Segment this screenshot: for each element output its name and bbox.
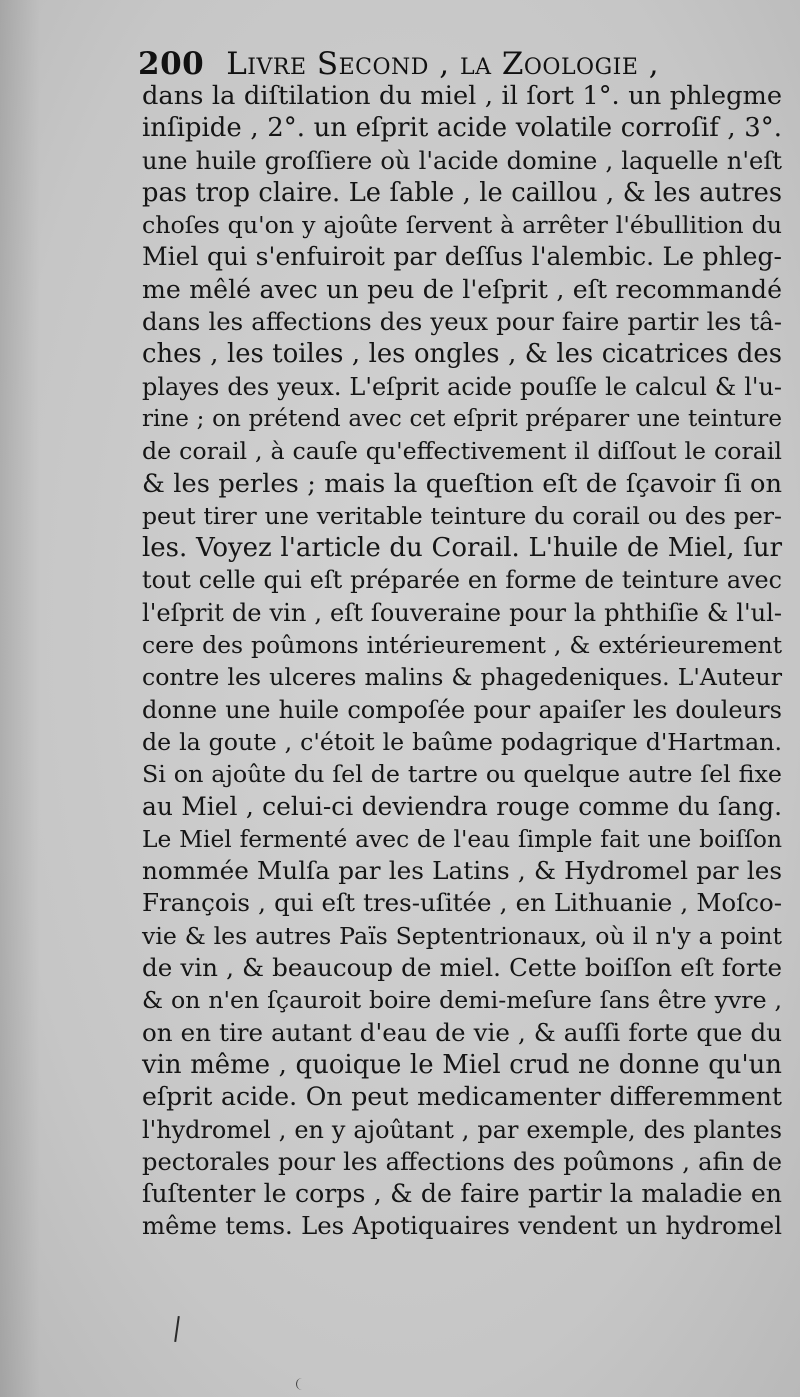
text-line: Si on ajoûte du ſel de tartre ou quelque autre ſel fixe	[142, 760, 782, 789]
text-line: les. Voyez l'article du Corail. L'huile de Miel, ſur	[142, 533, 782, 564]
text-line: peut tirer une veritable teinture du corail ou des per-	[142, 501, 782, 530]
ink-mark	[174, 1316, 180, 1342]
text-line: Miel qui s'enfuiroit par deſſus l'alembic. Le phleg-	[142, 242, 782, 272]
text-line: tout celle qui eſt préparée en forme de teinture avec	[142, 566, 782, 595]
text-line: dans les affections des yeux pour faire partir les tâ-	[142, 307, 782, 337]
text-line: vie & les autres Païs Septentrionaux, où il n'y a point	[142, 921, 782, 950]
text-line: ches , les toiles , les ongles , & les cicatrices des	[142, 339, 782, 370]
text-line: me mêlé avec un peu de l'eſprit , eſt recommandé	[142, 274, 782, 304]
text-line: & on n'en ſçauroit boire demi-meſure ſans être yvre ,	[142, 986, 782, 1015]
text-line: pas trop claire. Le ſable , le caillou , & les autres	[142, 177, 782, 208]
text-line: de corail , à cauſe qu'effectivement il diſſout le corail	[142, 437, 782, 466]
ink-mark	[296, 1378, 303, 1390]
text-line: au Miel , celui-ci deviendra rouge comme du ſang.	[142, 791, 782, 821]
page-number: 200	[138, 46, 205, 82]
text-line: choſes qu'on y ajoûte ſervent à arrêter l'ébullition du	[142, 211, 782, 240]
text-line: pectorales pour les affections des poûmons , afin de	[142, 1147, 782, 1176]
text-line: cere des poûmons intérieurement , & extérieurement	[142, 631, 782, 660]
text-line: contre les ulceres malins & phagedeniques. L'Auteur	[142, 663, 782, 692]
text-line: nommée Mulſa par les Latins , & Hydromel par les	[142, 856, 782, 886]
running-title: Livre Second , la Zoologie ,	[226, 46, 660, 82]
text-line: playes des yeux. L'eſprit acide pouſſe le calcul & l'u-	[142, 372, 782, 401]
text-line: de vin , & beaucoup de miel. Cette boiſſon eſt forte	[142, 953, 782, 983]
text-line: même tems. Les Apotiquaires vendent un hydromel	[142, 1211, 782, 1241]
text-line: François , qui eſt tres-uſitée , en Lithuanie , Moſco-	[142, 888, 782, 918]
text-line: ſuſtenter le corps , & de faire partir la maladie en	[142, 1179, 782, 1209]
text-line: de la goute , c'étoit le baûme podagrique d'Hartman.	[142, 727, 782, 756]
text-line: une huile groſſiere où l'acide domine , laquelle n'eſt	[142, 146, 782, 175]
text-line: dans la diſtilation du miel , il ſort 1°. un phlegme	[142, 81, 782, 111]
text-line: eſprit acide. On peut medicamenter differemment	[142, 1082, 782, 1112]
text-line: l'hydromel , en y ajoûtant , par exemple, des plantes	[142, 1115, 782, 1144]
text-line: l'eſprit de vin , eſt ſouveraine pour la phthiſie & l'ul-	[142, 598, 782, 627]
text-line: vin même , quoique le Miel crud ne donne qu'un	[142, 1049, 782, 1080]
text-line: on en tire autant d'eau de vie , & auſſi forte que du	[142, 1017, 782, 1047]
body-text	[142, 80, 782, 1243]
text-line: rine ; on prétend avec cet eſprit préparer une teinture	[142, 405, 782, 432]
text-line: Le Miel fermenté avec de l'eau ſimple fait une boiſſon	[142, 824, 782, 853]
text-line: & les perles ; mais la queſtion eſt de ſçavoir ſi on	[142, 468, 782, 499]
text-line: donne une huile compoſée pour apaiſer les douleurs	[142, 695, 782, 724]
text-line: inſipide , 2°. un eſprit acide volatile corroſif , 3°.	[142, 113, 782, 144]
